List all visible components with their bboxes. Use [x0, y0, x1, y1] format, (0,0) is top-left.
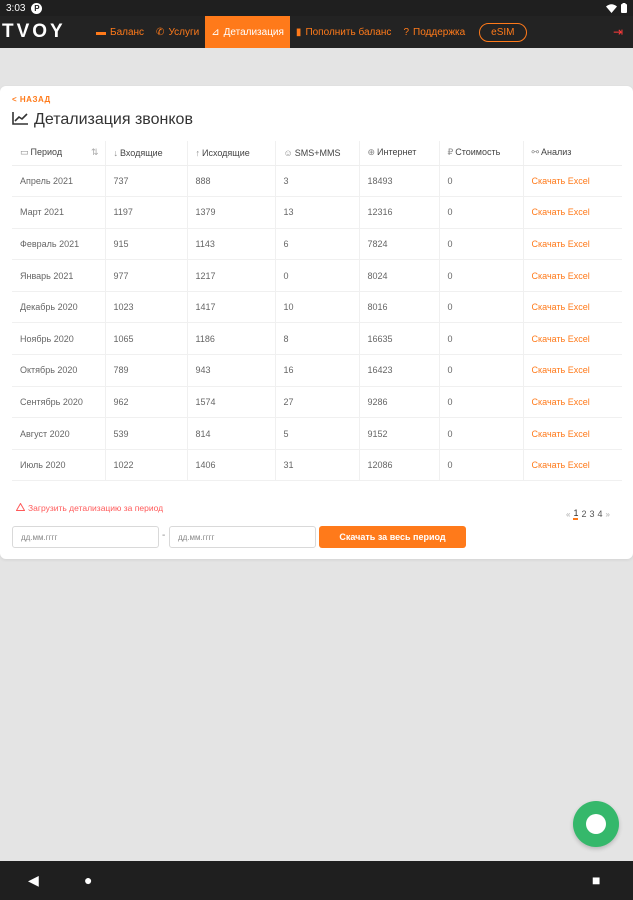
- cell-cost: 0: [439, 228, 523, 260]
- cell-sms: 31: [275, 449, 359, 481]
- status-time: 3:03: [6, 2, 26, 14]
- table-row: [12, 260, 622, 292]
- cell-outgoing: 1186: [187, 323, 275, 355]
- cell-period: Январь 2021: [12, 260, 105, 292]
- col-outgoing-label: Исходящие: [202, 147, 250, 158]
- table-row: [12, 323, 622, 355]
- message-icon: ☺: [283, 147, 293, 158]
- col-sms[interactable]: [275, 141, 359, 165]
- cell-sms: 13: [275, 197, 359, 229]
- android-nav-bar: [0, 861, 633, 900]
- cell-incoming: 539: [105, 418, 187, 450]
- date-separator: -: [162, 530, 166, 541]
- col-cost[interactable]: [439, 141, 523, 165]
- download-excel-link[interactable]: Скачать Excel: [523, 418, 622, 450]
- cell-sms: 27: [275, 386, 359, 418]
- cell-cost: 0: [439, 418, 523, 450]
- arrow-up-icon: ↑: [195, 147, 200, 158]
- nav-services[interactable]: [150, 16, 205, 48]
- nav-details[interactable]: [205, 16, 290, 48]
- cell-period: Сентябрь 2020: [12, 386, 105, 418]
- col-incoming[interactable]: [105, 141, 187, 165]
- table-row: [12, 418, 622, 450]
- android-recents-icon[interactable]: ■: [592, 872, 601, 888]
- cell-period: Март 2021: [12, 197, 105, 229]
- cell-period: Декабрь 2020: [12, 291, 105, 323]
- android-back-icon[interactable]: ◀: [28, 872, 39, 888]
- cell-period: Апрель 2021: [12, 165, 105, 197]
- cell-sms: 0: [275, 260, 359, 292]
- cell-outgoing: 814: [187, 418, 275, 450]
- cell-period: Август 2020: [12, 418, 105, 450]
- cell-internet: 16423: [359, 355, 439, 387]
- date-to-input[interactable]: дд.мм.гггг: [169, 526, 316, 548]
- cell-internet: 12316: [359, 197, 439, 229]
- nav-balance-label: Баланс: [110, 26, 145, 38]
- top-navbar: [0, 16, 633, 48]
- download-all-button[interactable]: Скачать за весь период: [319, 526, 466, 548]
- cell-cost: 0: [439, 449, 523, 481]
- pager-page-3[interactable]: 3: [589, 509, 595, 519]
- cell-incoming: 1023: [105, 291, 187, 323]
- analysis-icon: ⚯: [531, 147, 540, 158]
- col-period[interactable]: [12, 141, 105, 165]
- cell-cost: 0: [439, 197, 523, 229]
- nav-support[interactable]: [397, 16, 471, 48]
- page-title-text: Детализация звонков: [34, 111, 193, 128]
- nav-topup[interactable]: [290, 16, 398, 48]
- col-sms-label: SMS+MMS: [294, 147, 341, 158]
- table-row: [12, 228, 622, 260]
- table-row: [12, 386, 622, 418]
- cell-incoming: 1022: [105, 449, 187, 481]
- download-excel-link[interactable]: Скачать Excel: [523, 197, 622, 229]
- cell-internet: 9152: [359, 418, 439, 450]
- cell-outgoing: 1417: [187, 291, 275, 323]
- load-period-label: Загрузить детализацию за период: [28, 503, 164, 513]
- card-icon: ▮: [295, 26, 302, 38]
- calendar-icon: ▭: [20, 147, 29, 158]
- cell-period: Июль 2020: [12, 449, 105, 481]
- status-icons: [606, 3, 627, 13]
- logo[interactable]: TVOY: [2, 21, 66, 42]
- nav-support-label: Поддержка: [413, 26, 466, 38]
- table-row: [12, 165, 622, 197]
- cell-sms: 3: [275, 165, 359, 197]
- col-cost-label: Стоимость: [455, 147, 501, 158]
- nav-topup-label: Пополнить баланс: [305, 26, 392, 38]
- cell-cost: 0: [439, 355, 523, 387]
- col-internet[interactable]: [359, 141, 439, 165]
- cell-cost: 0: [439, 165, 523, 197]
- download-excel-link[interactable]: Скачать Excel: [523, 291, 622, 323]
- chat-button[interactable]: [573, 801, 619, 847]
- cell-incoming: 962: [105, 386, 187, 418]
- cell-internet: 7824: [359, 228, 439, 260]
- download-excel-link[interactable]: Скачать Excel: [523, 386, 622, 418]
- cell-cost: 0: [439, 260, 523, 292]
- battery-icon: [621, 3, 627, 13]
- cell-incoming: 737: [105, 165, 187, 197]
- cell-sms: 10: [275, 291, 359, 323]
- cell-cost: 0: [439, 323, 523, 355]
- col-analysis[interactable]: [523, 141, 622, 165]
- cell-internet: 16635: [359, 323, 439, 355]
- cell-outgoing: 1379: [187, 197, 275, 229]
- cell-incoming: 1197: [105, 197, 187, 229]
- cell-period: Ноябрь 2020: [12, 323, 105, 355]
- download-excel-link[interactable]: Скачать Excel: [523, 355, 622, 387]
- chart-line-icon: [12, 112, 28, 128]
- cell-sms: 16: [275, 355, 359, 387]
- logout-icon[interactable]: ⇥: [612, 25, 623, 39]
- cell-sms: 8: [275, 323, 359, 355]
- col-analysis-label: Анализ: [541, 147, 572, 158]
- download-excel-link[interactable]: Скачать Excel: [523, 165, 622, 197]
- globe-icon: ⊕: [367, 147, 376, 158]
- cell-internet: 9286: [359, 386, 439, 418]
- warning-icon: [16, 503, 25, 513]
- col-outgoing[interactable]: [187, 141, 275, 165]
- cell-sms: 5: [275, 418, 359, 450]
- cell-incoming: 977: [105, 260, 187, 292]
- load-period-link[interactable]: [16, 503, 163, 513]
- arrow-down-icon: ↓: [113, 147, 118, 158]
- cell-incoming: 915: [105, 228, 187, 260]
- table-row: [12, 197, 622, 229]
- cell-outgoing: 888: [187, 165, 275, 197]
- details-table: [12, 141, 622, 481]
- cell-sms: 6: [275, 228, 359, 260]
- nav-balance[interactable]: [90, 16, 150, 48]
- cell-outgoing: 1143: [187, 228, 275, 260]
- back-link[interactable]: < НАЗАД: [12, 95, 51, 104]
- notification-icon: P: [31, 3, 42, 14]
- nav-services-label: Услуги: [168, 26, 200, 38]
- cell-outgoing: 1574: [187, 386, 275, 418]
- download-excel-link[interactable]: Скачать Excel: [523, 260, 622, 292]
- table-row: [12, 449, 622, 481]
- cell-internet: 8024: [359, 260, 439, 292]
- col-incoming-label: Входящие: [120, 147, 163, 158]
- download-excel-link[interactable]: Скачать Excel: [523, 228, 622, 260]
- cell-outgoing: 1406: [187, 449, 275, 481]
- wallet-icon: ▬: [96, 26, 106, 38]
- sort-icon[interactable]: ⇅: [90, 147, 99, 158]
- esim-button[interactable]: eSIM: [479, 23, 526, 42]
- cell-incoming: 1065: [105, 323, 187, 355]
- cell-internet: 12086: [359, 449, 439, 481]
- status-bar: [0, 0, 633, 16]
- pagination: [566, 508, 610, 520]
- table-header-row: [12, 141, 622, 165]
- cell-cost: 0: [439, 291, 523, 323]
- cell-outgoing: 943: [187, 355, 275, 387]
- col-internet-label: Интернет: [377, 147, 417, 158]
- date-from-input[interactable]: дд.мм.гггг: [12, 526, 159, 548]
- page-title: [12, 111, 193, 129]
- cell-incoming: 789: [105, 355, 187, 387]
- cell-internet: 8016: [359, 291, 439, 323]
- help-icon: ?: [403, 26, 409, 38]
- cell-period: Февраль 2021: [12, 228, 105, 260]
- chart-icon: ⊿: [211, 26, 220, 38]
- cell-internet: 18493: [359, 165, 439, 197]
- android-home-icon[interactable]: ●: [84, 872, 93, 888]
- cell-period: Октябрь 2020: [12, 355, 105, 387]
- ruble-icon: ₽: [447, 147, 454, 158]
- pager-page-1[interactable]: 1: [573, 508, 579, 518]
- pager-prev[interactable]: «: [566, 509, 571, 519]
- phone-icon: ✆: [156, 26, 165, 38]
- chat-icon: [586, 814, 606, 834]
- download-excel-link[interactable]: Скачать Excel: [523, 449, 622, 481]
- table-row: [12, 291, 622, 323]
- nav-details-label: Детализация: [223, 26, 284, 38]
- download-excel-link[interactable]: Скачать Excel: [523, 323, 622, 355]
- col-period-label: Период: [30, 147, 63, 158]
- table-row: [12, 355, 622, 387]
- pager-page-2[interactable]: 2: [581, 509, 587, 519]
- cell-cost: 0: [439, 386, 523, 418]
- cell-outgoing: 1217: [187, 260, 275, 292]
- wifi-icon: [606, 4, 617, 13]
- pager-page-4[interactable]: 4: [597, 509, 603, 519]
- details-card: [0, 86, 633, 559]
- pager-next[interactable]: »: [605, 509, 610, 519]
